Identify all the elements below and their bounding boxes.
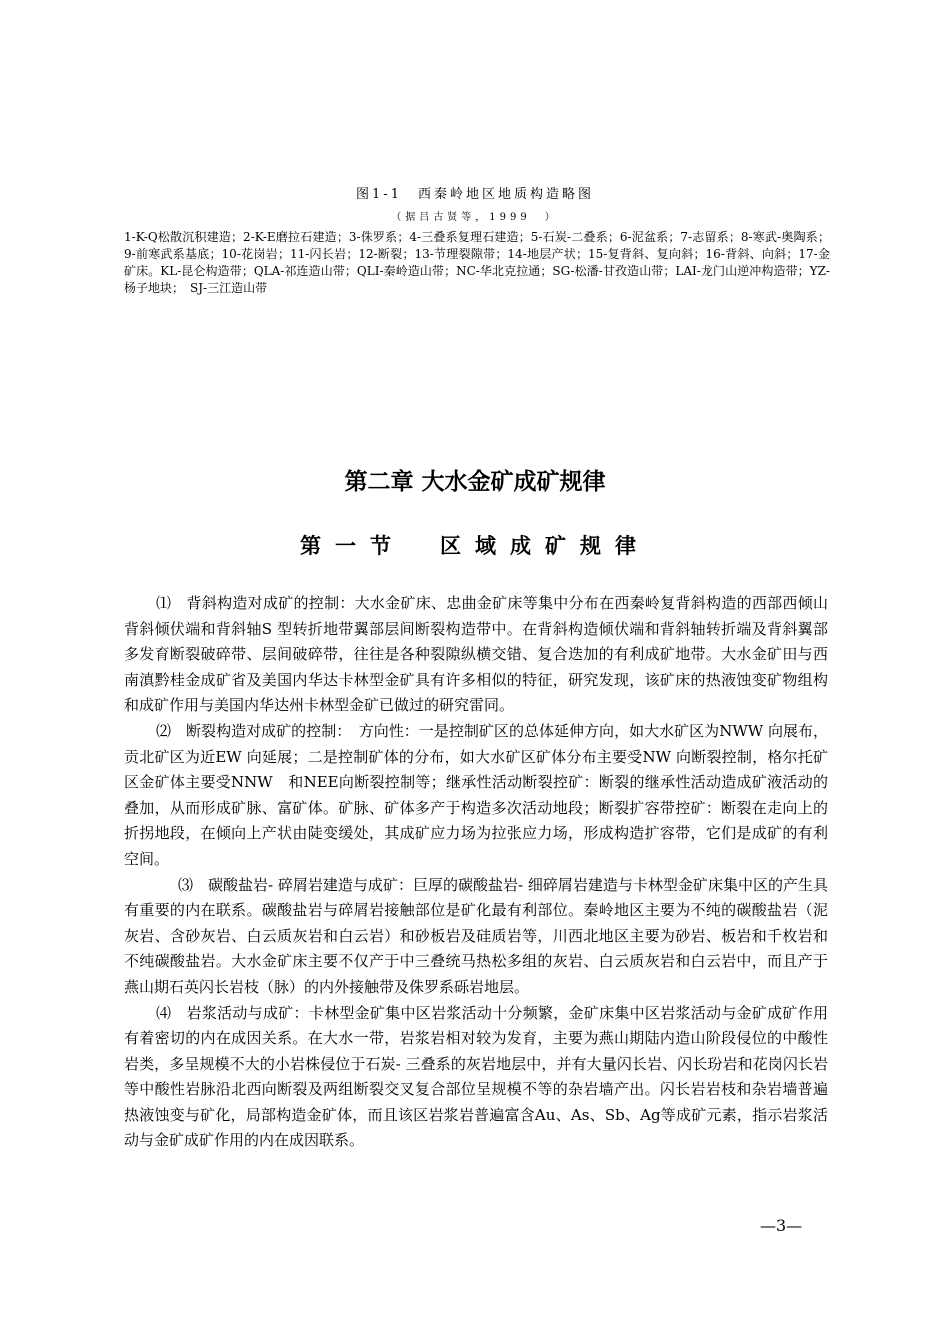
figure-legend: 1-K-Q松散沉积建造；2-K-E磨拉石建造；3-侏罗系；4-三叠系复理石建造；5-石炭-二叠系；6-泥盆系；7-志留系；8-寒武-奥陶系；9-前寒武系基底；10-花岗岩；11-闪长岩；12-断裂；13-节理裂隙带；14-地层产状；15-复背斜、复向斜；16-背斜、向斜；17-金矿床。KL-昆仑构造带；QLA-祁连造山带；QLI-秦岭造山带；NC-华北克拉通；SG-松潘-甘孜造山带；LAI-龙门山逆冲构造带；YZ-杨子地块； SJ-三江造山带 bbox=[124, 230, 830, 295]
page-number: —3— bbox=[760, 1216, 803, 1235]
paragraph-fault-control: ⑵ 断裂构造对成矿的控制： 方向性：一是控制矿区的总体延伸方向，如大水矿区为NWW 向展布，贡北矿区为近EW 向延展；二是控制矿体的分布，如大水矿区矿体分布主要受NW 向断裂控制，格尔托矿区金矿体主要受NNW 和NEE向断裂控制等；继承性活动断裂控矿：断裂的继承性活动造成矿液活动的叠加，从而形成矿脉、富矿体。矿脉、矿体多产于构造多次活动地段；断裂扩容带控矿：断裂在走向上的折拐地段，在倾向上产状由陡变缓处，其成矿应力场为拉张应力场，形成构造扩容带，它们是成矿的有利空间。 bbox=[124, 721, 828, 868]
paragraph-carbonate-clastic: ⑶ 碳酸盐岩- 碎屑岩建造与成矿：巨厚的碳酸盐岩- 细碎屑岩建造与卡林型金矿床集中区的产生具有重要的内在联系。碳酸盐岩与碎屑岩接触部位是矿化最有利部位。秦岭地区主要为不纯的碳酸盐岩（泥灰岩、含砂灰岩、白云质灰岩和白云岩）和砂板岩及硅质岩等，川西北地区主要为砂岩、板岩和千枚岩和不纯碳酸盐岩。大水金矿床主要不仅产于中三叠统马热松多组的灰岩、白云质灰岩和白云岩中，而且产于燕山期石英闪长岩枝（脉）的内外接触带及侏罗系砾岩地层。 bbox=[124, 875, 828, 996]
figure-source: （据吕古贤等，1999 ） bbox=[391, 212, 559, 223]
section-title: 第一节 区域成矿规律 bbox=[300, 534, 650, 558]
paragraph-magmatism: ⑷ 岩浆活动与成矿：卡林型金矿集中区岩浆活动十分频繁，金矿床集中区岩浆活动与金矿成矿作用有着密切的内在成因关系。在大水一带，岩浆岩相对较为发育，主要为燕山期陆内造山阶段侵位的中酸性岩类，多呈规模不大的小岩株侵位于石炭- 三叠系的灰岩地层中，并有大量闪长岩、闪长玢岩和花岗闪长岩等中酸性岩脉沿北西向断裂及两组断裂交叉复合部位呈规模不等的杂岩墙产出。闪长岩岩枝和杂岩墙普遍热液蚀变与矿化，局部构造金矿体，而且该区岩浆岩普遍富含Au、As、Sb、Ag等成矿元素，指示岩浆活动与金矿成矿作用的内在成因联系。 bbox=[124, 1003, 828, 1150]
paragraph-anticline-control: ⑴ 背斜构造对成矿的控制：大水金矿床、忠曲金矿床等集中分布在西秦岭复背斜构造的西部西倾山背斜倾伏端和背斜轴S 型转折地带翼部层间断裂构造带中。在背斜构造倾伏端和背斜轴转折端及背斜翼部多发育断裂破碎带、层间破碎带，往往是各种裂隙纵横交错、复合迭加的有利成矿地带。大水金矿田与西南滇黔桂金成矿省及美国内华达卡林型金矿具有许多相似的特征，研究发现，该矿床的热液蚀变矿物组构和成矿作用与美国内华达州卡林型金矿已做过的研究雷同。 bbox=[124, 594, 828, 715]
body-text bbox=[124, 591, 828, 1154]
chapter-title: 第二章 大水金矿成矿规律 bbox=[344, 469, 606, 495]
figure-caption: 图1-1 西秦岭地区地质构造略图 bbox=[356, 187, 594, 202]
